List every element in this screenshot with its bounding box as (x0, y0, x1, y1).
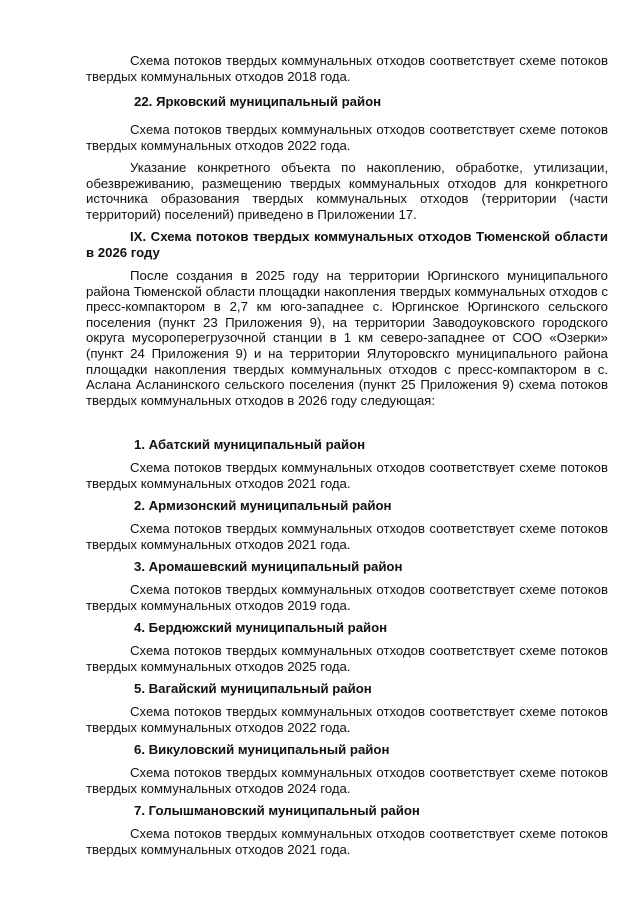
paragraph-text: После создания в 2025 году на территории Юргинского муниципального района Тюменской области площадки накопления твердых коммунальных отходов с пресс-компактором в 2,7 км юго-западнее с. Юргинское Юргинского сельского поселения (пункт 23 Приложения 9), на территории Заводоуковского городского округа мусороперегрузочной станции в 1 км северо-западнее от СОО «Озерки» (пункт 24 Приложения 9) и на территории Ялуторовскго муниципального района площадки накопления твердых коммунальных отходов с пресс-компактором в с. Аслана Асланинского сельского поселения (пункт 25 Приложения 9) схема потоков твердых коммунальных отходов в 2026 году следующая: (86, 268, 608, 408)
paragraph-text: Схема потоков твердых коммунальных отходов соответствует схеме потоков твердых коммунальных отходов 2019 года. (86, 582, 608, 613)
paragraph-aromashevsky-scheme (86, 582, 608, 613)
heading-text: 6. Викуловский муниципальный район (134, 742, 390, 757)
heading-vikulovsky (86, 742, 608, 758)
heading-golyshmanovsky (86, 803, 608, 819)
section-heading-text: IX. Схема потоков твердых коммунальных отходов Тюменской области в 2026 году (86, 229, 608, 260)
paragraph-text: Схема потоков твердых коммунальных отходов соответствует схеме потоков твердых коммунальных отходов 2021 года. (86, 460, 608, 491)
paragraph-berdyuzhsky-scheme (86, 643, 608, 674)
heading-abatsky (86, 437, 608, 453)
section-heading-ix (86, 229, 608, 260)
paragraph-appendix-17 (86, 160, 608, 222)
paragraph-vagaysky-scheme (86, 704, 608, 735)
paragraph-text: Указание конкретного объекта по накоплению, обработке, утилизации, обезвреживанию, размещению твердых коммунальных отходов для конкретного источника образования твердых коммунальных отходов (территории (части территорий) поселений) приведено в Приложении 17. (86, 160, 608, 222)
paragraph-2026-intro (86, 268, 608, 408)
heading-text: 2. Армизонский муниципальный район (134, 498, 392, 513)
paragraph-text: Схема потоков твердых коммунальных отходов соответствует схеме потоков твердых коммунальных отходов 2021 года. (86, 826, 608, 857)
heading-aromashevsky (86, 559, 608, 575)
heading-text: 1. Абатский муниципальный район (134, 437, 366, 452)
paragraph-abatsky-scheme (86, 460, 608, 491)
paragraph-text: Схема потоков твердых коммунальных отходов соответствует схеме потоков твердых коммунальных отходов 2025 года. (86, 643, 608, 674)
heading-vagaysky (86, 681, 608, 697)
paragraph-text: Схема потоков твердых коммунальных отходов соответствует схеме потоков твердых коммунальных отходов 2021 года. (86, 521, 608, 552)
paragraph-2018-scheme (86, 53, 608, 84)
heading-berdyuzhsky (86, 620, 608, 636)
heading-text: 7. Голышмановский муниципальный район (134, 803, 420, 818)
paragraph-golyshmanovsky-scheme (86, 826, 608, 857)
paragraph-armizonsky-scheme (86, 521, 608, 552)
heading-text: 22. Ярковский муниципальный район (134, 94, 382, 109)
paragraph-text: Схема потоков твердых коммунальных отходов соответствует схеме потоков твердых коммунальных отходов 2018 года. (86, 53, 608, 84)
paragraph-yarkovsky-scheme (86, 122, 608, 153)
paragraph-text: Схема потоков твердых коммунальных отходов соответствует схеме потоков твердых коммунальных отходов 2024 года. (86, 765, 608, 796)
heading-text: 3. Аромашевский муниципальный район (134, 559, 403, 574)
paragraph-text: Схема потоков твердых коммунальных отходов соответствует схеме потоков твердых коммунальных отходов 2022 года. (86, 122, 608, 153)
paragraph-vikulovsky-scheme (86, 765, 608, 796)
heading-text: 4. Бердюжский муниципальный район (134, 620, 388, 635)
heading-text: 5. Вагайский муниципальный район (134, 681, 372, 696)
paragraph-text: Схема потоков твердых коммунальных отходов соответствует схеме потоков твердых коммунальных отходов 2022 года. (86, 704, 608, 735)
heading-yarkovsky (86, 94, 608, 110)
heading-armizonsky (86, 498, 608, 514)
